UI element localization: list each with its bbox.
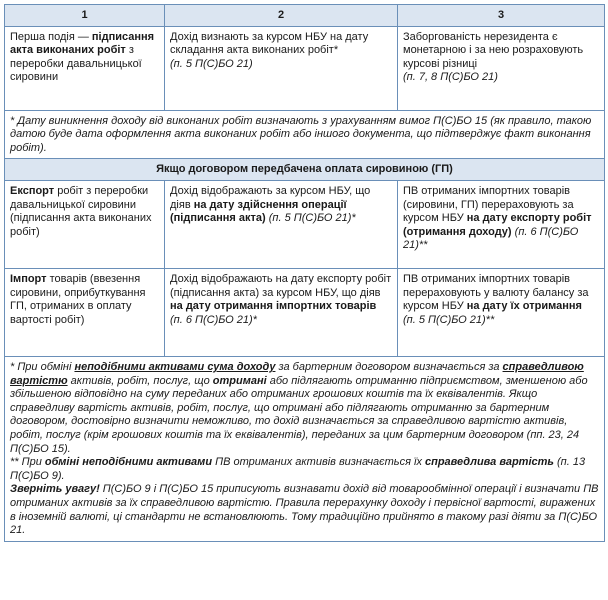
footnote-row	[5, 110, 605, 159]
event-text-1: Перша подія —	[10, 30, 92, 43]
note-emphasis: отримані	[212, 374, 267, 387]
note-barter-pv	[10, 456, 599, 483]
income-cell	[165, 26, 398, 110]
export-cell	[5, 180, 165, 268]
note-text: (п. 13 П(С)БО 9).	[10, 456, 586, 482]
note-text: П(С)БО 9 і П(С)БО 15 приписують визнавати дохід від товарообмінної операції і визначати ПВ отриманих активів за їх справедливою вартістю. Правила перерахунку доходу і первісної вартості, виражених в іноземній валюті, ці стандарти не встановлюють. Тому традиційно прийнято в такому разі діяти за П(С)БО 21.	[10, 483, 599, 537]
income-text: Дохід визнають за курсом НБУ на дату складання акта виконаних робіт*	[170, 30, 369, 57]
export-income-bold: на дату здійснення операції (підписання акта)	[170, 198, 347, 225]
event-cell	[5, 26, 165, 110]
table-row	[5, 180, 605, 268]
import-income-ref: (п. 6 П(С)БО 21)*	[170, 313, 257, 326]
section-band	[5, 159, 605, 181]
event-text-bold: підписання акта виконаних робіт	[10, 30, 155, 57]
export-text: робіт з переробки давальницької сировини (підписання акта виконаних робіт)	[10, 184, 152, 238]
note-text: за бартерним договором визначається за	[275, 360, 503, 373]
note-emphasis: обміні неподібними активами	[44, 456, 213, 469]
import-income-text: Дохід відображають на дату експорту робіт (підписання акта) за курсом НБУ, що діяв	[170, 272, 392, 299]
export-label: Експорт	[10, 184, 55, 197]
note-text: ПВ отриманих активів визначається їх	[212, 456, 425, 469]
note-text: активів, робіт, послуг, що	[67, 374, 213, 387]
import-income-cell	[165, 268, 398, 356]
header-col-1: 1	[5, 5, 165, 27]
note-text: * При обміні	[10, 360, 75, 373]
event-text-2: з переробки давальницької сировини	[10, 44, 142, 84]
export-pv-bold: на дату експорту робіт (отримання доходу)	[403, 212, 592, 238]
footnote-1: * Дату виникнення доходу від виконаних робіт визначають з урахуванням вимог П(С)БО 15 (як правило, такою датою буде дата оформлення акта виконаних робіт або іншого документа, що підтверджує факт виконання робіт).	[5, 110, 605, 159]
export-pv-ref: (п. 6 П(С)БО 21)**	[403, 225, 579, 252]
attention-label: Зверніть увагу!	[10, 483, 100, 496]
export-income-text: Дохід відображають за курсом НБУ, що діяв	[170, 184, 371, 211]
note-text: ** При	[10, 456, 45, 469]
notes-cell	[5, 356, 605, 541]
export-pv-cell	[398, 180, 605, 268]
notes-row	[5, 356, 605, 541]
import-pv-text: ПВ отриманих імпортних товарів перераховують у валюту балансу за курсом НБУ	[403, 272, 589, 313]
document	[4, 4, 604, 542]
header-col-3: 3	[398, 5, 605, 27]
section-title: Якщо договором передбачена оплата сировиною (ГП)	[5, 159, 605, 181]
import-pv-bold: на дату їх отримання	[466, 300, 582, 313]
receivable-text: Заборгованість нерезидента є монетарною і за нею розраховують курсові різниці	[403, 30, 584, 70]
import-cell	[5, 268, 165, 356]
import-pv-cell	[398, 268, 605, 356]
note-text: або підлягають отриманню підприємством, зменшеною або збільшеною відповідно на суму переданих або отриманих грошових коштів та їх еквівалентів. Якщо справедливу вартість активів, робіт, послуг, що отримані або підлягають отриманню за бартерним договором, достовірно визначити неможливо, то дохід визначається за справедливою вартістю активів, робіт, послуг (крім грошових коштів та їх еквівалентів), переданих за цим бартерним договором (пп. 23, 24 П(С)БО 15).	[10, 374, 588, 455]
import-pv-ref: (п. 5 П(С)БО 21)**	[403, 313, 495, 326]
export-pv-text: ПВ отриманих імпортних товарів (сировини, ГП) перераховують за курсом НБУ	[403, 184, 574, 225]
table-row	[5, 268, 605, 356]
import-income-bold: на дату отримання імпортних товарів	[170, 300, 377, 313]
import-label: Імпорт	[10, 272, 47, 285]
note-emphasis: неподібними активами сума доходу	[74, 360, 276, 373]
receivable-cell	[398, 26, 605, 110]
import-text: товарів (ввезення сировини, оприбуткування ГП, отриманих в оплату вартості робіт)	[10, 272, 146, 326]
header-row	[5, 5, 605, 27]
income-reference: (п. 5 П(С)БО 21)	[170, 57, 253, 70]
note-emphasis: справедлива вартість	[425, 456, 554, 469]
note-emphasis: справедливою вартістю	[10, 360, 584, 387]
export-income-ref: (п. 5 П(С)БО 21)*	[265, 212, 356, 225]
accounting-table	[4, 4, 605, 542]
export-income-cell	[165, 180, 398, 268]
note-barter-income	[10, 361, 599, 456]
header-col-2: 2	[165, 5, 398, 27]
table-row	[5, 26, 605, 110]
note-attention	[10, 483, 599, 537]
receivable-reference: (п. 7, 8 П(С)БО 21)	[403, 71, 498, 84]
